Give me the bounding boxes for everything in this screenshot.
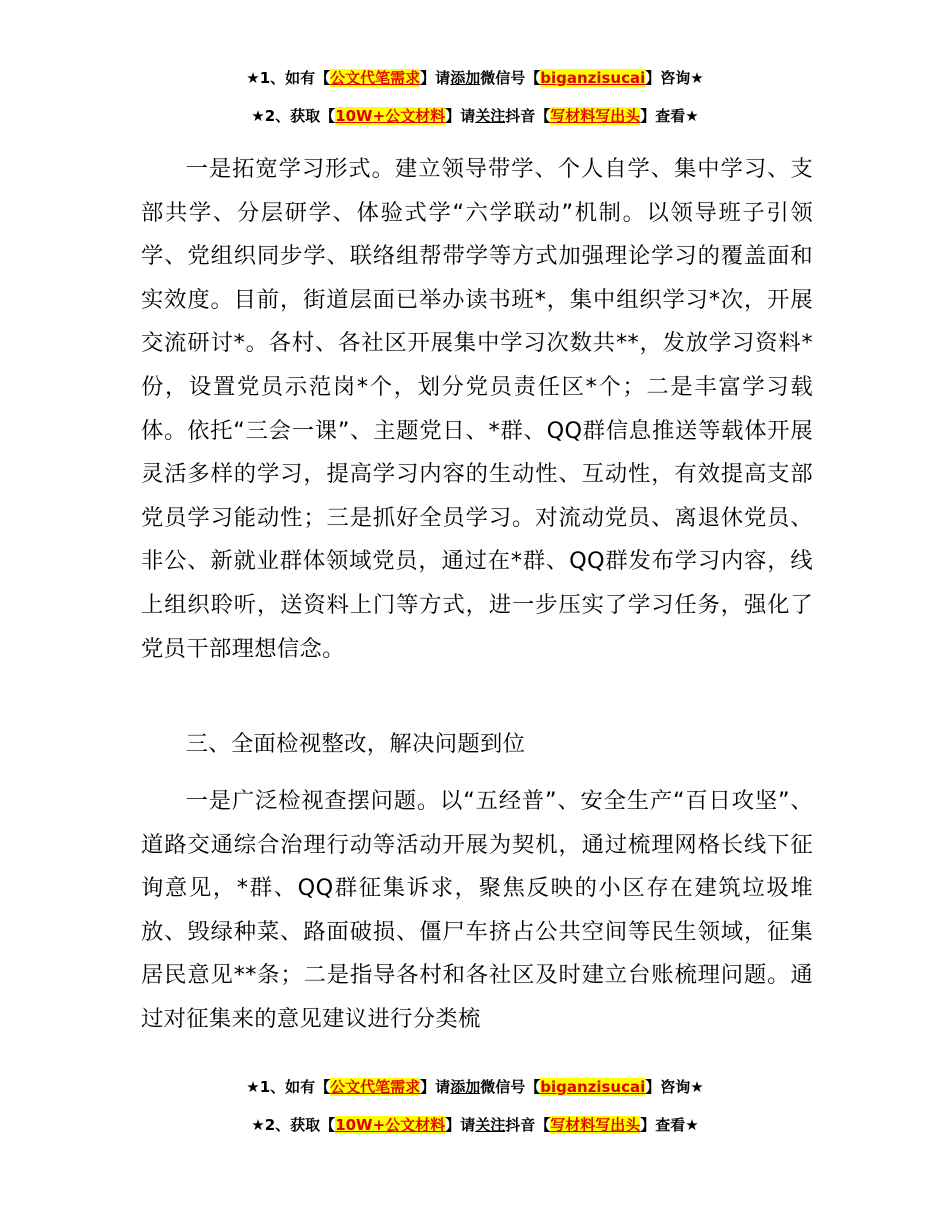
banner-text: 】咨询★ (645, 69, 704, 87)
highlight-wechat-id: biganzisucai (540, 69, 646, 87)
banner-text: 微信号【 (480, 69, 541, 87)
underlined-add: 添加 (450, 69, 481, 87)
footer-banner-line-2 (0, 1115, 950, 1135)
underlined-follow: 关注 (475, 107, 506, 125)
highlight-wechat-id: biganzisucai (540, 1078, 646, 1096)
highlight-ghostwriting-service: 公文代笔需求 (330, 1078, 421, 1096)
footer-banner-line-1 (0, 1077, 950, 1097)
banner-text: 】请 (445, 1116, 476, 1134)
banner-text: 抖音【 (505, 107, 551, 125)
highlight-materials: 10W+公文材料 (335, 107, 446, 125)
star-icon: ★ (251, 1116, 265, 1134)
highlight-materials: 10W+公文材料 (335, 1116, 446, 1134)
banner-text: 2、获取【 (264, 1116, 336, 1134)
body-paragraph-study-forms: 一是拓宽学习形式。建立领导带学、个人自学、集中学习、支部共学、分层研学、体验式学“六学联动”机制。以领导班子引领学、党组织同步学、联络组帮带学等方式加强理论学习的覆盖面和实效度。目前，街道层面已举办读书班*，集中组织学习*次，开展交流研讨*。各村、各社区开展集中学习次数共**，发放学习资料*份，设置党员示范岗*个，划分党员责任区*个；二是丰富学习载体。依托“三会一课”、主题党日、*群、QQ群信息推送等载体开展灵活多样的学习，提高学习内容的生动性、互动性，有效提高支部党员学习能动性；三是抓好全员学习。对流动党员、离退休党员、非公、新就业群体领域党员，通过在*群、QQ群发布学习内容，线上组织聆听，送资料上门等方式，进一步压实了学习任务，强化了党员干部理想信念。 (141, 156, 813, 662)
header-banner-line-2 (0, 106, 950, 126)
banner-text: 】请 (420, 69, 451, 87)
underlined-follow: 关注 (475, 1116, 506, 1134)
banner-text: 2、获取【 (264, 107, 336, 125)
star-icon: ★ (246, 1078, 260, 1096)
banner-text: 抖音【 (505, 1116, 551, 1134)
highlight-douyin-account: 写材料写出头 (550, 1116, 641, 1134)
header-banner-line-1 (0, 68, 950, 88)
body-paragraph-problem-review: 一是广泛检视查摆问题。以“五经普”、安全生产“百日攻坚”、道路交通综合治理行动等活动开展为契机，通过梳理网格长线下征询意见，*群、QQ群征集诉求，聚焦反映的小区存在建筑垃圾堆放、毁绿种菜、路面破损、僵尸车挤占公共空间等民生领域，征集居民意见**条；二是指导各村和各社区及时建立台账梳理问题。通过对征集来的意见建议进行分类梳 (141, 788, 813, 1032)
highlight-ghostwriting-service: 公文代笔需求 (330, 69, 421, 87)
underlined-add: 添加 (450, 1078, 481, 1096)
star-icon: ★ (246, 69, 260, 87)
banner-text: 】请 (420, 1078, 451, 1096)
banner-text: 】查看★ (640, 107, 699, 125)
banner-text: 微信号【 (480, 1078, 541, 1096)
banner-text: 】咨询★ (645, 1078, 704, 1096)
banner-text: 1、如有【 (259, 1078, 331, 1096)
section-heading-rectification: 三、全面检视整改，解决问题到位 (185, 731, 526, 757)
banner-text: 】查看★ (640, 1116, 699, 1134)
star-icon: ★ (251, 107, 265, 125)
banner-text: 】请 (445, 107, 476, 125)
highlight-douyin-account: 写材料写出头 (550, 107, 641, 125)
banner-text: 1、如有【 (259, 69, 331, 87)
